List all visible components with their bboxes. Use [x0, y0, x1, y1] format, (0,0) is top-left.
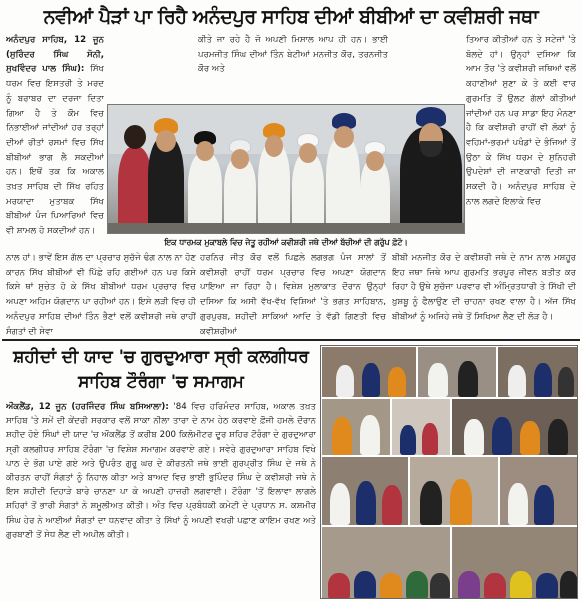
collage-photo: [321, 398, 391, 456]
photo-head: [156, 130, 176, 152]
article1-col2-lower: [200, 251, 386, 337]
article1-headline: ਨਵੀਆਂ ਪੈੜਾਂ ਪਾ ਰਿਹੈ ਅਨੰਦਪੁਰ ਸਾਹਿਬ ਦੀਆਂ ਬੀਬੀਆਂ ਦਾ ਕਵੀਸ਼ਰੀ ਜਥਾ: [43, 6, 539, 28]
article1-col2-lower-text: ਹਰਨਿਰ ਜੀਤ ਕੌਰ ਵਲੋਂ ਪਿਛਲੇ ਲਗਭਗ ਪੰਜ ਸਾਲਾਂ ਤੋਂ ਕਵੀਸ਼ਰੀ ਰਾਹੀਂ ਧਰਮ ਪ੍ਰਚਾਰ ਵਿਚ ਅਪਣਾ ਯੋਗਦਾਨ ਪਾਇਆ ਜਾ ਰਿਹਾ ਹੈ। ਵਿਸ਼ੇਸ਼ ਮੁਲਾਕਾਤ ਦੌਰਾਨ ਉਨ੍ਹਾਂ ਦਸਿਆ ਕਿ ਅਸੀ ਵੱਖ-ਵੱਖ ਵਿਸ਼ਿਆਂ 'ਤੇ ਭਗਤ ਸਾਹਿਬਾਨ, ਗੁਰਪੁਰਬ, ਸ਼ਹੀਦੀ ਸਾਕਿਆਂ ਆਦਿ ਤੇ ਵੱਡੀ ਗਿਣਤੀ ਵਿਚ ਕਵੀਸ਼ਰੀਆਂ: [200, 253, 386, 337]
photo-head: [299, 143, 317, 163]
article2-body: [6, 400, 316, 598]
photo-floor: [108, 223, 464, 233]
photo-head: [196, 141, 214, 161]
article1-col2-top: [198, 33, 388, 77]
article1-col3-lower-text: ਬੀਬੀ ਮਨਜੀਤ ਕੌਰ ਦੇ ਕਵੀਸ਼ਰੀ ਜਥੇ ਦੇ ਨਾਮ ਨਾਲ ਮਸ਼ਹੂਰ ਇਹ ਜਥਾ ਜਿਥੇ ਆਪ ਗੁਰਮਤਿ ਭਰਪੂਰ ਜੀਵਨ ਬਤੀਤ ਕਰ ਰਿਹਾ ਹੈ ਉਥੇ ਸੁਚੱਜਾ ਪਰਵਾਰ ਵੀ ਅੰਮ੍ਰਿਤਧਾਰੀ ਤੇ ਸਿੱਖੀ ਦੀ ਖ਼ੁਸ਼ਬੂ ਨੂੰ ਫੈਲਾਉਣ ਦੀ ਚਾਹਨਾ ਰਖਣ ਵਾਲਾ ਹੈ। ਅੱਜ ਸਿੱਖ ਬੀਬੀਆਂ ਨੂੰ ਅਜਿਹੇ ਜਥੇ ਤੋਂ ਸਿਖਿਆ ਲੈਣ ਦੀ ਲੋੜ ਹੈ।: [392, 253, 576, 322]
collage-photo: [499, 456, 578, 526]
collage-photo: [497, 346, 578, 398]
article1-dateline: ਅਨੰਦਪੁਰ ਸਾਹਿਬ, 12 ਜੂਨ (ਸੁਰਿੰਦਰ ਸਿੰਘ ਸੋਨੀ, ਸੁਖਵਿੰਦਰ ਪਾਲ ਸਿੰਘ):: [6, 35, 104, 75]
photo-head: [231, 149, 249, 169]
collage-photo: [451, 398, 578, 456]
article2-dateline: ਔਕਲੈਂਡ, 12 ਜੂਨ (ਹਰਜਿੰਦਰ ਸਿੰਘ ਬਸਿਆਲਾ):: [6, 402, 169, 412]
collage-photo: [409, 456, 499, 526]
collage-photo: [321, 526, 451, 599]
photo-head: [124, 125, 146, 149]
photo-person: [292, 153, 324, 233]
article1-col1-body: ਸਿੱਖ ਧਰਮ ਵਿਚ ਇਸਤਰੀ ਤੇ ਮਰਦ ਨੂੰ ਬਰਾਬਰ ਦਾ ਦਰਜਾ ਦਿਤਾ ਗਿਆ ਹੈ ਤੇ ਕੌਮ ਵਿਚ ਨਿਭਾਈਆਂ ਜਾਂਦੀਆਂ ਹਰ ਤਰ੍ਹਾਂ ਦੀਆਂ ਰੀਤਾਂ ਰਸਮਾਂ ਵਿਚ ਸਿੱਖ ਬੀਬੀਆਂ ਭਾਗ ਲੈ ਸਕਦੀਆਂ ਹਨ। ਇਥੋਂ ਤਕ ਕਿ ਅਕਾਲ ਤਖ਼ਤ ਸਾਹਿਬ ਦੀ ਸਿੱਖ ਰਹਿਤ ਮਰਯਾਦਾ ਮੁਤਾਬਕ ਸਿੱਖ ਬੀਬੀਆਂ ਪੰਜ ਪਿਆਰਿਆਂ ਵਿਚ ਵੀ ਸ਼ਾਮਲ ਹੋ ਸਕਦੀਆਂ ਹਨ।: [6, 64, 104, 237]
collage-photo: [321, 346, 417, 398]
photo-head: [265, 135, 283, 157]
article-divider: [2, 339, 580, 341]
collage-photo: [451, 526, 578, 599]
photo-head: [366, 151, 384, 171]
photo-head: [334, 126, 354, 148]
photo-person: [118, 147, 152, 233]
article1-col2-top-text: ਕੀਤੇ ਜਾ ਰਹੇ ਹੈ ਜੋ ਅਪਣੀ ਮਿਸਾਲ ਆਪ ਹੀ ਹਨ। ਭਾਈ ਪਰਮਜੀਤ ਸਿੰਘ ਦੀਆਂ ਤਿੰਨ ਬੇਟੀਆਂ ਮਨਜੀਤ ਕੌਰ, ਤਰਨਜੀਤ ਕੌਰ ਅਤੇ: [198, 35, 388, 75]
article1-col1-lower-text: ਨਾਲ ਹਾਂ। ਭਾਵੇਂ ਇਸ ਗੱਲ ਦਾ ਪ੍ਰਚਾਰ ਸੁਚੱਜੇ ਢੰਗ ਨਾਲ ਨਾ ਹੋਣ ਕਾਰਨ ਸਿੱਖ ਬੀਬੀਆਂ ਵੀ ਪਿੱਛੇ ਰਹਿ ਗਈਆਂ ਹਨ ਪਰ ਕਿਸੇ ਕਿਸੇ ਥਾਂ ਸੁਚੇਤ ਹੋ ਕੇ ਸਿੱਖ ਬੀਬੀਆਂ ਧਰਮ ਪ੍ਰਚਾਰ ਵਿਚ ਅਪਣਾ ਅਹਿਮ ਯੋਗਦਾਨ ਪਾ ਰਹੀਆਂ ਹਨ। ਇਸੇ ਲੜੀ ਵਿਚ ਹੀ ਅਨੰਦਪੁਰ ਸਾਹਿਬ ਦੀਆਂ ਤਿੰਨ ਭੈਣਾਂ ਵਲੋਂ ਕਵੀਸ਼ਰੀ ਜਥੇ ਰਾਹੀਂ ਸੰਗਤਾਂ ਦੀ ਸੇਵਾ: [6, 253, 196, 337]
article1-col3-text: ਤਿਆਰ ਕੀਤੀਆਂ ਹਨ ਤੇ ਸਟੇਜਾਂ 'ਤੇ ਬੋਲਦੇ ਹਾਂ। ਉਨ੍ਹਾਂ ਦਸਿਆ ਕਿ ਆਮ ਤੌਰ 'ਤੇ ਕਵੀਸ਼ਰੀ ਜਥਿਆਂ ਵਲੋਂ ਕਹਾਣੀਆਂ ਸੁਣਾ ਕੇ ਤੇ ਕਈ ਵਾਰ ਗੁਰਮਤਿ ਤੋਂ ਉਲਟ ਗੱਲਾਂ ਕੀਤੀਆਂ ਜਾਂਦੀਆਂ ਹਨ ਪਰ ਸਾਡਾ ਇਹ ਮੰਨਣਾ ਹੈ ਕਿ ਕਵੀਸ਼ਰੀ ਰਾਹੀਂ ਵੀ ਲੋਕਾਂ ਨੂੰ ਵਹਿਮਾਂ-ਭਰਮਾਂ ਪਖੰਡਾਂ ਦੇ ਭੰਜਿਆਂ ਤੋਂ ਉਠਾ ਕੇ ਸਿੱਖ ਧਰਮ ਦੇ ਸੁਨਿਹਰੀ ਉਪਦੇਸ਼ਾਂ ਦੀ ਜਾਣਕਾਰੀ ਦਿਤੀ ਜਾ ਸਕਦੀ ਹੈ। ਅਨੰਦਪੁਰ ਸਾਹਿਬ ਦੇ ਨਾਲ ਲਗਦੇ ਇਲਾਕੇ ਵਿਚ: [466, 35, 576, 207]
article1-col3-lower: [392, 251, 576, 337]
article1-col3: [466, 33, 576, 251]
collage-photo: [417, 346, 497, 398]
photo-person: [326, 137, 360, 233]
group-photo: [107, 104, 465, 234]
article2-body-text: '84 ਵਿਚ ਹਰਿਮੰਦਰ ਸਾਹਿਬ, ਅਕਾਲ ਤਖ਼ਤ ਸਾਹਿਬ 'ਤੇ ਸਮੇਂ ਦੀ ਕੇਂਦਰੀ ਸਰਕਾਰ ਵਲੋਂ ਸਾਕਾ ਨੀਲਾ ਤਾਰਾ ਦੇ ਨਾਮ ਹੇਠ ਕਰਵਾਏ ਫ਼ੌਜੀ ਹਮਲੇ ਦੌਰਾਨ ਸ਼ਹੀਦ ਹੋਏ ਸਿੰਘਾਂ ਦੀ ਯਾਦ 'ਚ ਔਕਲੈਂਡ ਤੋਂ ਕਰੀਬ 200 ਕਿਲੋਮੀਟਰ ਦੂਰ ਸ਼ਹਿਰ ਟੌਰੰਗਾ ਦੇ ਗੁਰਦੁਆਰਾ ਸ੍ਰੀ ਕਲਗੀਧਰ ਸਾਹਿਬ ਟੌਰੰਗਾ 'ਚ ਵਿਸ਼ੇਸ਼ ਸਮਾਗਮ ਕਰਵਾਏ ਗਏ। ਸਵੇਰੇ ਗੁਰਦੁਆਰਾ ਸਾਹਿਬ ਵਿਖੇ ਪਾਠ ਦੇ ਭੋਗ ਪਾਏ ਗਏ ਅਤੇ ਉਪਰੰਤ ਗੁਰੂ ਘਰ ਦੇ ਕੀਰਤਨੀ ਜਥੇ ਭਾਈ ਗੁਰਪ੍ਰੀਤ ਸਿੰਘ ਦੇ ਜਥੇ ਨੇ ਕੀਰਤਨ ਰਾਹੀਂ ਸੰਗਤਾਂ ਨੂੰ ਨਿਹਾਲ ਕੀਤਾ ਅਤੇ ਬਾਅਦ ਵਿਚ ਭਾਈ ਭੁਪਿੰਦਰ ਸਿੰਘ ਦੇ ਕਵੀਸ਼ਰੀ ਜਥੇ ਨੇ ਇਸ ਸ਼ਹੀਦੀ ਦਿਹਾੜੇ ਬਾਰੇ ਚਾਨਣਾ ਪਾ ਕੇ ਅਪਣੀ ਹਾਜ਼ਰੀ ਲਗਵਾਈ। ਟੌਰੰਗਾ 'ਤੋਂ ਇਲਾਵਾ ਲਾਗਲੇ ਸ਼ਹਿਰਾਂ ਤੋਂ ਭਾਰੀ ਸੰਗਤਾਂ ਨੇ ਸ਼ਮੂਲੀਅਤ ਕੀਤੀ। ਅੰਤ ਵਿਚ ਪ੍ਰਬੰਧਕੀ ਕਮੇਟੀ ਦੇ ਪ੍ਰਧਾਨ ਸ. ਕਸ਼ਮੀਰ ਸਿੰਘ ਹੇਰ ਨੇ ਆਈਆਂ ਸੰਗਤਾਂ ਦਾ ਧਨਵਾਦ ਕੀਤਾ ਤੇ ਸਿੱਖਾਂ ਨੂੰ ਅਪਣੀ ਵਖਰੀ ਪਛਾਣ ਕਾਇਮ ਰਖਣ ਅਤੇ ਗੁਰਬਾਣੀ ਤੋਂ ਸੇਧ ਲੈਣ ਦੀ ਅਪੀਲ ਕੀਤੀ।: [6, 402, 316, 540]
collage-photo: [391, 398, 451, 456]
collage-photo: [321, 456, 409, 526]
article1-col1-lower: [6, 251, 196, 337]
photo-caption: ਇਕ ਧਾਰਮਕ ਮੁਕਾਬਲੇ ਵਿਚ ਜੇਤੂ ਰਹੀਆਂ ਕਵੀਸ਼ਰੀ ਜਥੇ ਦੀਆਂ ਬੱਚੀਆਂ ਦੀ ਗਰੁੱਪ ਫ਼ੋਟੋ।: [164, 238, 408, 247]
photo-person: [188, 153, 222, 233]
article1-col1-upper: [6, 33, 104, 251]
event-photo-collage: [320, 345, 578, 599]
article2-headline: ਸ਼ਹੀਦਾਂ ਦੀ ਯਾਦ 'ਚ ਗੁਰਦੁਆਰਾ ਸ੍ਰੀ ਕਲਗੀਧਰ ਸਾਹਿਬ ਟੌਰੰਗਾ 'ਚ ਸਮਾਗਮ: [13, 347, 309, 392]
